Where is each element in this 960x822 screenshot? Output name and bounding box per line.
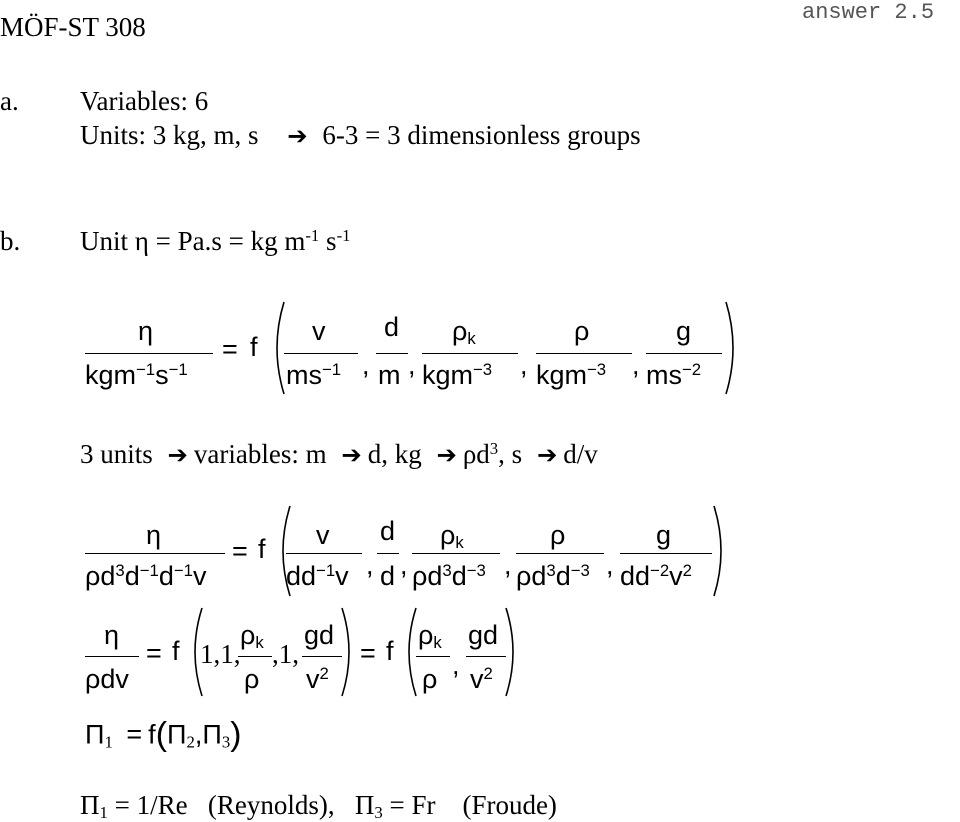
eq1-lhs-bar: [85, 353, 213, 354]
conclusion-froude: = Fr (Froude): [382, 790, 557, 820]
eq1-t2-den: m: [378, 360, 401, 390]
eq1-t4-bar: [536, 353, 632, 354]
unit-exp-m: -1: [305, 226, 320, 245]
eq2-func: f: [258, 534, 266, 564]
eq3-comma: ,: [452, 650, 460, 680]
eq3-t2-den-v: v: [306, 664, 320, 695]
eq1-lhs-den: [85, 362, 188, 389]
right-arrow-icon: ➔: [436, 440, 457, 470]
eq1-t5-den: [646, 362, 701, 389]
part-a-units: [80, 122, 641, 149]
eq3-func-2: f: [386, 636, 394, 666]
eq3-r1-den: ρ: [422, 664, 438, 694]
eq1-equals: =: [222, 334, 238, 364]
eq1-t1-num: v: [312, 316, 326, 346]
eq2-t1-den-a: dd: [286, 561, 317, 592]
eq2-t4-den-exp1: 3: [546, 561, 556, 580]
eq1-t5-bar: [646, 353, 722, 354]
equation-4: [85, 715, 242, 753]
eq2-den-d1: d: [124, 561, 140, 592]
eq2-t3-bar: [412, 553, 500, 554]
eq4-pi-3: Π: [202, 719, 222, 750]
eq3-lhs-den: ρdv: [85, 664, 129, 694]
eq2-t5-den-exp2: 2: [682, 561, 692, 580]
eq2-lhs-den: [85, 563, 206, 590]
eq1-t1-den-base: ms: [286, 360, 322, 391]
eq1-t3-num: [452, 318, 476, 348]
eq1-t3-den: [422, 362, 492, 389]
eq1-t4-den-exp: −3: [587, 360, 607, 379]
eq1-func: f: [250, 332, 258, 362]
eq2-comma-3: ,: [504, 550, 512, 580]
eq1-lhs-num: η: [138, 316, 154, 346]
eq2-den-v: v: [192, 561, 207, 592]
eq1-t1-den: [286, 362, 341, 389]
right-arrow-icon: ➔: [341, 440, 362, 470]
eq3-t1-rho: ρ: [240, 620, 256, 650]
eq2-t3-sub: k: [455, 533, 464, 553]
eq2-t4-den-a: ρd: [516, 561, 547, 592]
eq1-t4-den: [536, 362, 606, 389]
part-a-label: a.: [0, 86, 19, 116]
eq4-sub-1: 1: [104, 732, 113, 752]
eq1-t4-den-base: kgm: [536, 360, 588, 391]
eq2-den-exp-a: 3: [115, 561, 125, 580]
conclusion-reynolds: = 1/Re (Reynolds),: [107, 790, 355, 820]
eq2-den-exp-b: −1: [139, 561, 159, 580]
conclusion: [80, 792, 557, 822]
conclusion-sub-1: 1: [99, 803, 108, 822]
eq1-t1-den-exp: −1: [322, 360, 342, 379]
eq4-sub-2: 2: [186, 732, 195, 752]
result-text: 6-3 = 3 dimensionless groups: [322, 120, 641, 150]
eq2-den-d2: d: [158, 561, 174, 592]
eq1-den-exp1: −1: [136, 360, 156, 379]
eq2-t5-bar: [620, 553, 712, 554]
conclusion-pi-3: Π: [354, 790, 375, 820]
part-a-variables: Variables: 6: [80, 86, 209, 116]
eq1-t3-rho: ρ: [452, 316, 468, 346]
eq2-t3-den-exp2: −3: [466, 561, 486, 580]
eq1-right-paren: [724, 300, 742, 396]
sub-d-over-v: d/v: [563, 439, 598, 470]
eq3-r1-rho: ρ: [418, 620, 434, 650]
eq1-comma-1: ,: [362, 350, 370, 380]
eq3-right-paren-2: [504, 606, 522, 698]
answer-label: answer 2.5: [802, 0, 935, 25]
unit-s: s: [319, 226, 337, 257]
eq3-func: f: [172, 636, 180, 666]
eq3-t1-bar: [238, 656, 272, 657]
part-b-unit-line: [80, 228, 351, 255]
eq2-den-rhod: ρd: [85, 561, 116, 592]
eq1-t4-num: ρ: [574, 316, 590, 346]
sub-variables-m: variables: m: [193, 439, 327, 470]
eq3-r1-num: [418, 622, 442, 652]
eq1-t3-den-base: kgm: [422, 360, 474, 391]
eq3-t2-num: gd: [304, 620, 335, 650]
eq1-t3-den-exp: −3: [473, 360, 493, 379]
eq2-den-exp-c: −1: [173, 561, 193, 580]
unit-exp-s: -1: [336, 226, 351, 245]
eq2-t3-den-a: ρd: [412, 561, 443, 592]
eq4-comma: ,: [194, 719, 203, 750]
eq3-r2-den-v: v: [470, 664, 484, 695]
eq2-t2-bar: [377, 553, 399, 554]
eq1-t2-bar: [376, 353, 408, 354]
right-arrow-icon: ➔: [167, 440, 188, 470]
eq3-r2-bar: [466, 656, 506, 657]
sub-rho-d-exp: 3: [489, 439, 499, 458]
eq3-r2-num: gd: [468, 620, 499, 650]
eq4-pi-1: Π: [85, 719, 105, 750]
eq1-t2-num: d: [384, 312, 400, 342]
eq2-t5-den-a: dd: [620, 561, 651, 592]
eq3-equals-2: =: [360, 638, 376, 668]
eq3-t2-den: [306, 666, 329, 693]
eq2-t3-rho: ρ: [440, 520, 456, 550]
eq2-t3-den-b: d: [451, 561, 467, 592]
eq2-t1-den: [286, 563, 349, 590]
substitution-line: [80, 441, 598, 468]
eq2-t2-num: d: [380, 516, 396, 546]
eq4-right-paren: ): [230, 715, 242, 753]
sub-3-units: 3 units: [80, 439, 153, 470]
eq3-r1-bar: [416, 656, 450, 657]
eq2-t1-den-exp: −1: [316, 561, 336, 580]
eq3-mid: ,1,: [272, 639, 299, 669]
eq2-t5-den-b: v: [669, 561, 683, 592]
eq3-lhs-num: η: [104, 620, 120, 650]
eq2-t4-den: [516, 563, 590, 590]
eq2-t1-den-b: v: [335, 561, 349, 592]
unit-intro: Unit η = Pa.s = kg m: [80, 226, 306, 257]
eq1-t1-bar: [284, 353, 358, 354]
eq2-comma-2: ,: [400, 550, 408, 580]
eq2-lhs-bar: [85, 553, 225, 554]
eq1-t3-sub: k: [467, 329, 476, 349]
eq2-t1-num: v: [316, 520, 330, 550]
eq1-den-s: s: [155, 360, 169, 391]
eq1-den-exp2: −1: [168, 360, 188, 379]
eq2-comma-1: ,: [366, 550, 374, 580]
eq1-comma-3: ,: [520, 350, 528, 380]
eq3-right-paren: [340, 606, 358, 698]
eq3-t1-num: [240, 622, 264, 652]
eq2-t3-num: [440, 522, 464, 552]
eq1-t5-den-exp: −2: [682, 360, 702, 379]
eq2-t3-den: [412, 563, 486, 590]
eq3-t2-bar: [302, 656, 342, 657]
eq3-t1-sub: k: [255, 633, 264, 653]
sub-s: , s: [498, 439, 523, 470]
sub-rho-d: ρd: [462, 439, 490, 470]
eq2-t4-den-exp2: −3: [570, 561, 590, 580]
eq2-t5-den: [620, 563, 692, 590]
eq1-comma-2: ,: [408, 350, 416, 380]
eq1-t3-bar: [422, 353, 518, 354]
eq2-t4-num: ρ: [550, 520, 566, 550]
eq3-left-paren-2: [400, 606, 418, 698]
eq4-pi-2: Π: [166, 719, 187, 750]
eq2-t5-den-exp1: −2: [650, 561, 670, 580]
eq2-t4-den-b: d: [555, 561, 571, 592]
eq2-t3-den-exp1: 3: [442, 561, 452, 580]
eq3-t2-den-exp: 2: [319, 664, 329, 683]
eq4-func: f: [148, 719, 156, 750]
eq3-equals: =: [146, 638, 162, 668]
eq1-den-kgm: kgm: [85, 360, 137, 391]
eq1-t5-den-base: ms: [646, 360, 682, 391]
eq3-r1-sub: k: [433, 633, 442, 653]
conclusion-pi-1: Π: [80, 790, 100, 820]
eq1-t5-num: g: [676, 316, 692, 346]
right-arrow-icon: ➔: [536, 440, 558, 470]
eq3-lhs-bar: [85, 656, 139, 657]
eq2-equals: =: [232, 536, 248, 566]
eq4-equals: =: [126, 719, 143, 750]
eq2-comma-4: ,: [606, 550, 614, 580]
eq2-t1-bar: [286, 553, 362, 554]
eq3-t1-den: ρ: [244, 664, 260, 694]
eq2-t4-bar: [516, 553, 604, 554]
course-code: MÖF-ST 308: [0, 12, 146, 42]
eq3-ones: 1,1,: [200, 639, 241, 669]
units-text: Units: 3 kg, m, s: [80, 120, 259, 150]
eq3-r2-den: [470, 666, 493, 693]
eq2-t5-num: g: [656, 520, 672, 550]
eq4-left-paren: (: [155, 715, 167, 753]
part-b-label: b.: [0, 226, 21, 256]
eq1-comma-4: ,: [632, 350, 640, 380]
eq2-t2-den: d: [380, 561, 396, 591]
conclusion-sub-3: 3: [374, 803, 383, 822]
eq4-sub-3: 3: [221, 732, 231, 752]
eq2-lhs-num: η: [146, 520, 162, 550]
right-arrow-icon: ➔: [287, 121, 308, 150]
eq1-left-paren: [268, 300, 286, 396]
sub-d-kg: d, kg: [367, 439, 422, 470]
eq3-r2-den-exp: 2: [483, 664, 493, 683]
eq2-right-paren: [712, 504, 730, 598]
